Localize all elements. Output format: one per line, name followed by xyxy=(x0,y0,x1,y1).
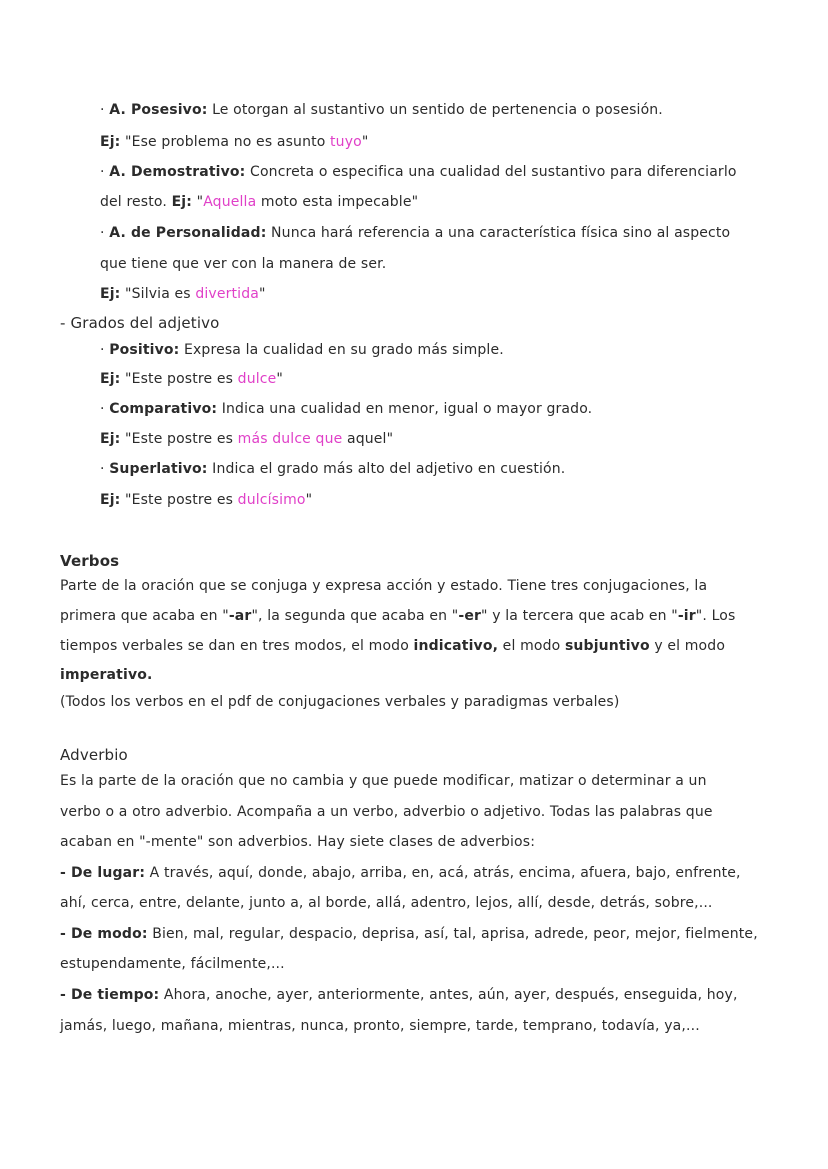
example-text-end: " xyxy=(361,134,369,150)
demostrativo-definition: Concreta o especifica una cualidad del sustantivo para diferenciarlo xyxy=(245,164,737,180)
personalidad-example xyxy=(100,284,266,304)
positivo-term: Positivo: xyxy=(109,342,180,358)
example-label: Ej: xyxy=(100,492,121,508)
verbos-line-3 xyxy=(60,636,725,656)
posesivo-term: A. Posesivo: xyxy=(109,102,208,118)
modo-indicativo: indicativo, xyxy=(413,638,499,654)
lugar-line-2: ahí, cerca, entre, delante, junto a, al borde, allá, adentro, lejos, allí, desde, detrás, sobre,... xyxy=(60,895,713,911)
example-highlight: tuyo xyxy=(330,134,362,150)
grados-heading: - Grados del adjetivo xyxy=(60,314,220,332)
superlativo-line xyxy=(100,459,565,479)
personalidad-line-2 xyxy=(100,254,386,274)
superlativo-example xyxy=(100,490,312,510)
tiempo-line-2: jamás, luego, mañana, mientras, nunca, pronto, siempre, tarde, temprano, todavía, ya,... xyxy=(60,1018,700,1034)
ending-er: -er xyxy=(458,608,482,624)
posesivo-definition: Le otorgan al sustantivo un sentido de pertenencia o posesión. xyxy=(207,102,663,118)
example-text: " xyxy=(191,194,204,210)
example-text: "Este postre es xyxy=(120,431,238,447)
tiempo-line-1 xyxy=(60,985,738,1005)
verbos-text: tiempos verbales se dan en tres modos, el modo xyxy=(60,638,414,654)
verbos-text: el modo xyxy=(498,638,565,654)
bullet: · xyxy=(100,342,110,358)
demostrativo-term: A. Demostrativo: xyxy=(109,164,246,180)
bullet: · xyxy=(100,225,110,241)
positivo-line xyxy=(100,340,504,360)
demostrativo-definition-cont: del resto. xyxy=(100,194,172,210)
modo-line-2: estupendamente, fácilmente,... xyxy=(60,956,285,972)
verbos-line-2 xyxy=(60,606,735,626)
modo-imperativo: imperativo. xyxy=(60,667,153,683)
comparativo-definition: Indica una cualidad en menor, igual o mayor grado. xyxy=(217,401,593,417)
example-text-end: moto esta impecable" xyxy=(256,194,419,210)
example-label: Ej: xyxy=(100,286,121,302)
example-highlight: divertida xyxy=(195,286,259,302)
bullet: · xyxy=(100,401,110,417)
modo-list: Bien, mal, regular, despacio, deprisa, así, tal, aprisa, adrede, peor, mejor, fielmente, xyxy=(147,926,758,942)
tiempo-term: - De tiempo: xyxy=(60,987,160,1003)
adverbio-line-3: acaban en "-mente" son adverbios. Hay siete clases de adverbios: xyxy=(60,834,536,850)
personalidad-definition-cont: que tiene que ver con la manera de ser. xyxy=(100,256,387,272)
superlativo-term: Superlativo: xyxy=(109,461,208,477)
modo-term: - De modo: xyxy=(60,926,148,942)
example-label: Ej: xyxy=(100,431,121,447)
verbos-line-1: Parte de la oración que se conjuga y expresa acción y estado. Tiene tres conjugaciones, la xyxy=(60,578,708,594)
adverbio-line-2: verbo o a otro adverbio. Acompaña a un verbo, adverbio o adjetivo. Todas las palabras que xyxy=(60,804,713,820)
ending-ir: -ir xyxy=(677,608,696,624)
example-label: Ej: xyxy=(100,371,121,387)
positivo-example xyxy=(100,369,283,389)
verbos-heading: Verbos xyxy=(60,552,120,570)
lugar-list: A través, aquí, donde, abajo, arriba, en, acá, atrás, encima, afuera, bajo, enfrente, xyxy=(145,865,741,881)
example-highlight: dulce xyxy=(237,371,277,387)
example-text-end: aquel" xyxy=(342,431,394,447)
example-highlight: dulcísimo xyxy=(237,492,306,508)
adverbio-line-1: Es la parte de la oración que no cambia y que puede modificar, matizar o determinar a un xyxy=(60,773,707,789)
personalidad-term: A. de Personalidad: xyxy=(109,225,267,241)
positivo-definition: Expresa la cualidad en su grado más simple. xyxy=(179,342,504,358)
example-text: "Este postre es xyxy=(120,371,238,387)
example-highlight: más dulce que xyxy=(237,431,343,447)
example-label: Ej: xyxy=(171,194,192,210)
example-text: "Silvia es xyxy=(120,286,196,302)
example-text-end: " xyxy=(276,371,283,387)
example-text: "Este postre es xyxy=(120,492,238,508)
modo-subjuntivo: subjuntivo xyxy=(564,638,650,654)
modo-line-1 xyxy=(60,924,758,944)
verbos-text: y el modo xyxy=(649,638,726,654)
comparativo-term: Comparativo: xyxy=(109,401,218,417)
verbos-text: " y la tercera que acab en " xyxy=(481,608,678,624)
comparativo-line xyxy=(100,399,592,419)
superlativo-definition: Indica el grado más alto del adjetivo en cuestión. xyxy=(207,461,566,477)
example-text-end: " xyxy=(305,492,313,508)
example-highlight: Aquella xyxy=(203,194,257,210)
ending-ar: -ar xyxy=(228,608,252,624)
personalidad-line xyxy=(100,223,730,243)
verbos-text: primera que acaba en " xyxy=(60,608,229,624)
verbos-note: (Todos los verbos en el pdf de conjugaciones verbales y paradigmas verbales) xyxy=(60,694,620,710)
adverbio-heading: Adverbio xyxy=(60,746,128,764)
example-text: "Ese problema no es asunto xyxy=(120,134,331,150)
lugar-term: - De lugar: xyxy=(60,865,146,881)
lugar-line-1 xyxy=(60,863,741,883)
demostrativo-line xyxy=(100,162,737,182)
comparativo-example xyxy=(100,429,393,449)
bullet: · xyxy=(100,461,110,477)
example-label: Ej: xyxy=(100,134,121,150)
verbos-text: ". Los xyxy=(695,608,736,624)
tiempo-list: Ahora, anoche, ayer, anteriormente, antes, aún, ayer, después, enseguida, hoy, xyxy=(159,987,738,1003)
posesivo-example xyxy=(100,132,368,152)
example-text-end: " xyxy=(258,286,266,302)
demostrativo-line-2 xyxy=(100,192,418,212)
personalidad-definition: Nunca hará referencia a una característica física sino al aspecto xyxy=(266,225,731,241)
verbos-text: ", la segunda que acaba en " xyxy=(251,608,459,624)
posesivo-line xyxy=(100,100,663,120)
bullet: · xyxy=(100,102,110,118)
bullet: · xyxy=(100,164,110,180)
